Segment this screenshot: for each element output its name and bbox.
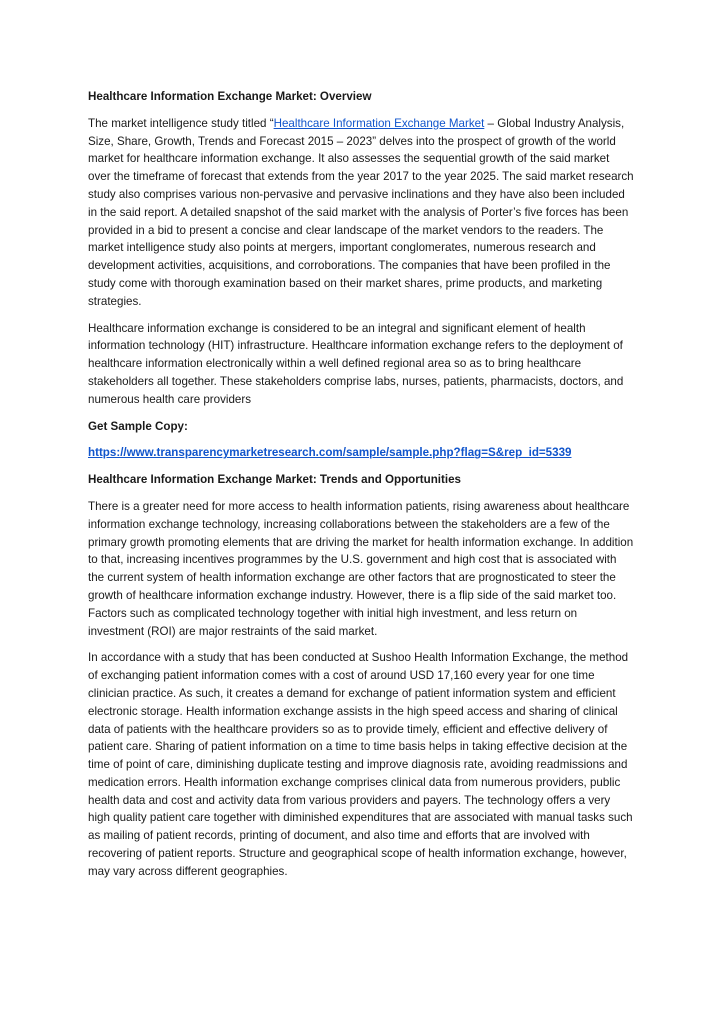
trends-paragraph-2: In accordance with a study that has been conducted at Sushoo Health Information Exchange, the method of exchanging patient information comes with a cost of around USD 17,160 every year for one time clinician practice. As such, it creates a demand for exchange of patient information system and efficient electronic storage. Health information exchange assists in the high speed access and sharing of clinical data of patients with the healthcare providers so as to provide timely, efficient and effective delivery of patient care. Sharing of patient information on a time to time basis helps in taking effective decision at the time of point of care, diminishing duplicate testing and improve diagnosis rate, avoiding readmissions and medication errors. Health information exchange comprises clinical data from numerous providers, public health data and cost and activity data from various providers and payers. The technology offers a very high quality patient care together with diminished expenditures that are associated with manual tasks such as mailing of patient records, printing of document, and also time and efforts that are involved with recovering of patient reports. Structure and geographical scope of health information exchange, however, may vary across different geographies. — [88, 651, 633, 878]
report-title-link[interactable]: Healthcare Information Exchange Market — [273, 116, 485, 130]
overview-heading: Healthcare Information Exchange Market: Overview — [88, 90, 372, 103]
sample-copy-link[interactable]: https://www.transparencymarketresearch.com/sample/sample.php?flag=S&rep_id=5339 — [88, 446, 572, 460]
overview-paragraph-1 — [88, 115, 634, 311]
overview-para1-intro: The market intelligence study titled “ — [88, 116, 274, 130]
overview-para1-body: – Global Industry Analysis, Size, Share, Growth, Trends and Forecast 2015 – 2023” delves into the prospect of growth of the world market for healthcare information exchange. It also assesses the sequential growth of the said market over the timeframe of forecast that extends from the year 2017 to the year 2025. The said market research study also comprises various non-pervasive and pervasive inclinations and they have also been included in the said report. A detailed snapshot of the said market with the analysis of Porter’s five forces has been provided in a bid to present a concise and clear landscape of the market vendors to the readers. The market intelligence study also points at mergers, important conglomerates, numerous research and development activities, acquisitions, and corroborations. The companies that have been profiled in the study come with thorough examination based on their market shares, prime products, and marketing strategies. — [88, 116, 634, 308]
overview-paragraph-2: Healthcare information exchange is considered to be an integral and significant element of health information technology (HIT) infrastructure. Healthcare information exchange refers to the deployment of healthcare information electronically within a well defined regional area so as to bring healthcare stakeholders all together. These stakeholders comprise labs, nurses, patients, pharmacists, doctors, and numerous health care providers — [88, 321, 624, 406]
sample-copy-label: Get Sample Copy: — [88, 419, 188, 433]
trends-heading: Healthcare Information Exchange Market: Trends and Opportunities — [88, 473, 462, 487]
trends-paragraph-1: There is a greater need for more access to health information patients, rising awareness about healthcare information exchange technology, increasing collaborations between the stakeholders are a few of the primary growth promoting elements that are driving the market for health information exchange. In addition to that, increasing incentives programmes by the U.S. government and high cost that is associated with the current system of health information exchange are other factors that are prognosticated to steer the growth of healthcare information exchange industry. However, there is a flip side of the said market too. Factors such as complicated technology together with initial high investment, and less return on investment (ROI) are major restraints of the said market. — [88, 499, 634, 638]
